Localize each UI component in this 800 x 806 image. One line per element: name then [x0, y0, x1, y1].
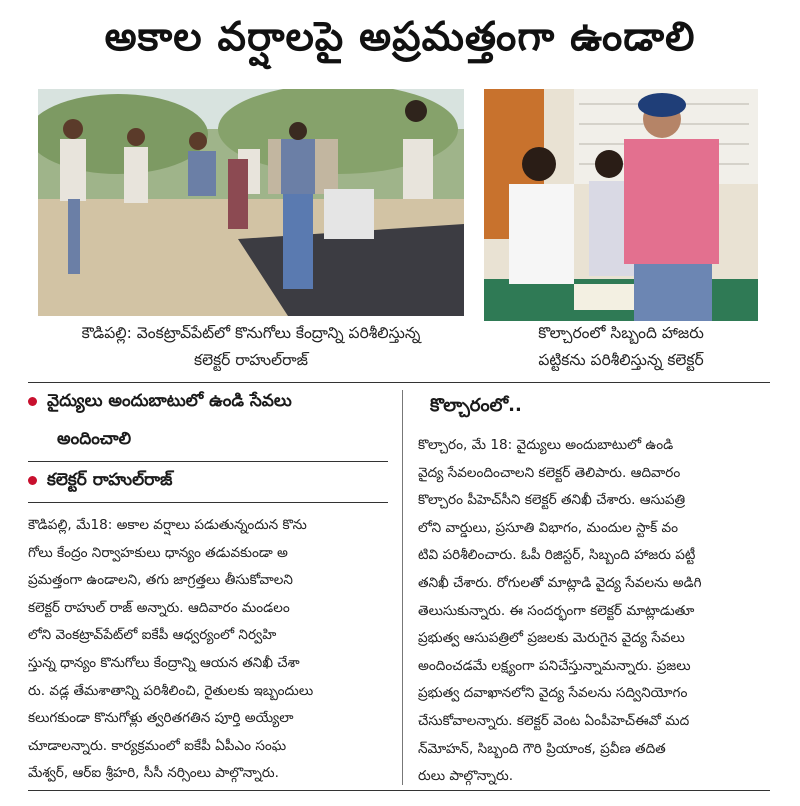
highlight-item-2-text: కలెక్టర్ రాహుల్‌రాజ్ — [47, 470, 173, 490]
article-line: టివి పరిశీలించారు. ఓపీ రిజిస్టర్, సిబ్బంది హాజరు పట్టీ — [418, 547, 696, 564]
article-line: కలెక్టర్ రాహుల్ రాజ్ అన్నారు. ఆదివారం మండలం — [28, 599, 290, 616]
right-caption-line-2: పట్టికను పరిశీలిస్తున్న కలెక్టర్ — [538, 351, 704, 369]
article-line: చూడాలన్నారు. కార్యక్రమంలో ఐకేపీ ఏపీఎం సంఘ — [28, 737, 287, 754]
article-line: చేసుకోవాలన్నారు. కలెక్టర్ వెంట ఏంపీహెచ్‌ఈవో మద — [418, 712, 690, 729]
article-line: ప్రభుత్వ దవాఖానలోని వైద్య సేవలను సద్వినియోగం — [418, 685, 688, 702]
red-bullet-icon — [28, 397, 37, 406]
right-caption-line-1: కొల్చారంలో సిబ్బంది హాజరు — [538, 324, 704, 342]
left-caption-line-1: కౌడిపల్లి: వెంకట్రావ్‌పేట్‌లో కొనుగోలు కేంద్రాన్ని పరిశీలిస్తున్న — [81, 324, 421, 342]
article-line: తెలుసుకున్నారు. ఈ సందర్భంగా కలెక్టర్ మాట్లాడుతూ — [418, 602, 695, 619]
photo-collector-inspecting-purchase-centre — [38, 89, 464, 316]
article-line: ప్రభుత్వ ఆసుపత్రిలో ప్రజలకు మెరుగైన వైద్య సేవలు — [418, 630, 685, 647]
left-photo-caption — [38, 320, 464, 374]
article-line: లోని వార్డులు, ప్రసూతి విభాగం, మందుల స్టాక్ వం — [418, 519, 679, 536]
article-line: గోలు కేంద్రం నిర్వాహకులు ధాన్యం తడువకుండా అ — [28, 544, 288, 561]
article-line: న్‌మోహన్, సిబ్బంది గౌరి ప్రియాంక, ప్రవీణ తదిత — [418, 740, 666, 757]
article-line: కౌడిపల్లి, మే18: అకాల వర్షాలు పడుతున్నందున కొను — [28, 517, 307, 533]
highlight-bottom-divider — [28, 502, 388, 503]
left-caption-line-2: కలెక్టర్ రాహుల్‌రాజ్ — [194, 351, 308, 369]
left-article-body — [28, 512, 388, 788]
article-line: కలుగకుండా కొనుగోళ్లు త్వరితగతిన పూర్తి అయ్యేలా — [28, 710, 294, 727]
article-line: కొల్చారం, మే 18: వైద్యులు అందుబాటులో ఉండి — [418, 437, 674, 453]
article-line: ప్రమత్తంగా ఉండాలని, తగు జాగ్రత్తలు తీసుకోవాలని — [28, 572, 293, 589]
article-line: లోని వెంకట్రావ్‌పేట్‌లో ఐకేపీ ఆధ్వర్యంలో నిర్వహి — [28, 627, 277, 644]
article-line: స్తున్న ధాన్యం కొనుగోలు కేంద్రాన్ని ఆయన తనిఖీ చేశా — [28, 654, 300, 671]
article-line: అందించడమే లక్ష్యంగా పనిచేస్తున్నామన్నారు. ప్రజలు — [418, 657, 691, 674]
highlight-item-1 — [28, 386, 292, 416]
headline: అకాల వర్షాలపై అప్రమత్తంగా ఉండాలి — [104, 14, 696, 60]
article-line: మేశ్వర్, ఆర్ఐ శ్రీహరి, సీసీ నర్సింలు పాల్గొన్నారు. — [28, 765, 279, 782]
highlight-divider — [28, 461, 388, 462]
red-bullet-icon — [28, 476, 37, 485]
highlight-item-2 — [28, 465, 172, 495]
right-article-subhead: కొల్చారంలో.. — [430, 395, 522, 416]
right-photo-caption — [484, 320, 758, 374]
caption-divider — [28, 382, 770, 383]
highlight-item-1-text: వైద్యులు అందుబాటులో ఉండి సేవలు — [47, 391, 292, 411]
highlight-item-1-continued: అందించాలి — [57, 429, 132, 449]
column-divider — [402, 390, 403, 785]
right-article-body — [418, 432, 770, 791]
page-bottom-divider — [28, 790, 770, 791]
article-line: కొల్చారం పీహెచ్‌సీని కలెక్టర్ తనిఖీ చేశారు. ఆసుపత్రి — [418, 492, 686, 509]
photo-collector-checking-attendance-register — [484, 89, 758, 321]
article-line: రు. వడ్ల తేమశాతాన్ని పరిశీలించి, రైతులకు ఇబ్బందులు — [28, 682, 314, 699]
article-line: రులు పాల్గొన్నారు. — [418, 768, 514, 785]
article-line: తనిఖీ చేశారు. రోగులతో మాట్లాడి వైద్య సేవలను అడిగి — [418, 574, 702, 591]
article-line: వైద్య సేవలందించాలని కలెక్టర్ తెలిపారు. ఆదివారం — [418, 464, 681, 481]
